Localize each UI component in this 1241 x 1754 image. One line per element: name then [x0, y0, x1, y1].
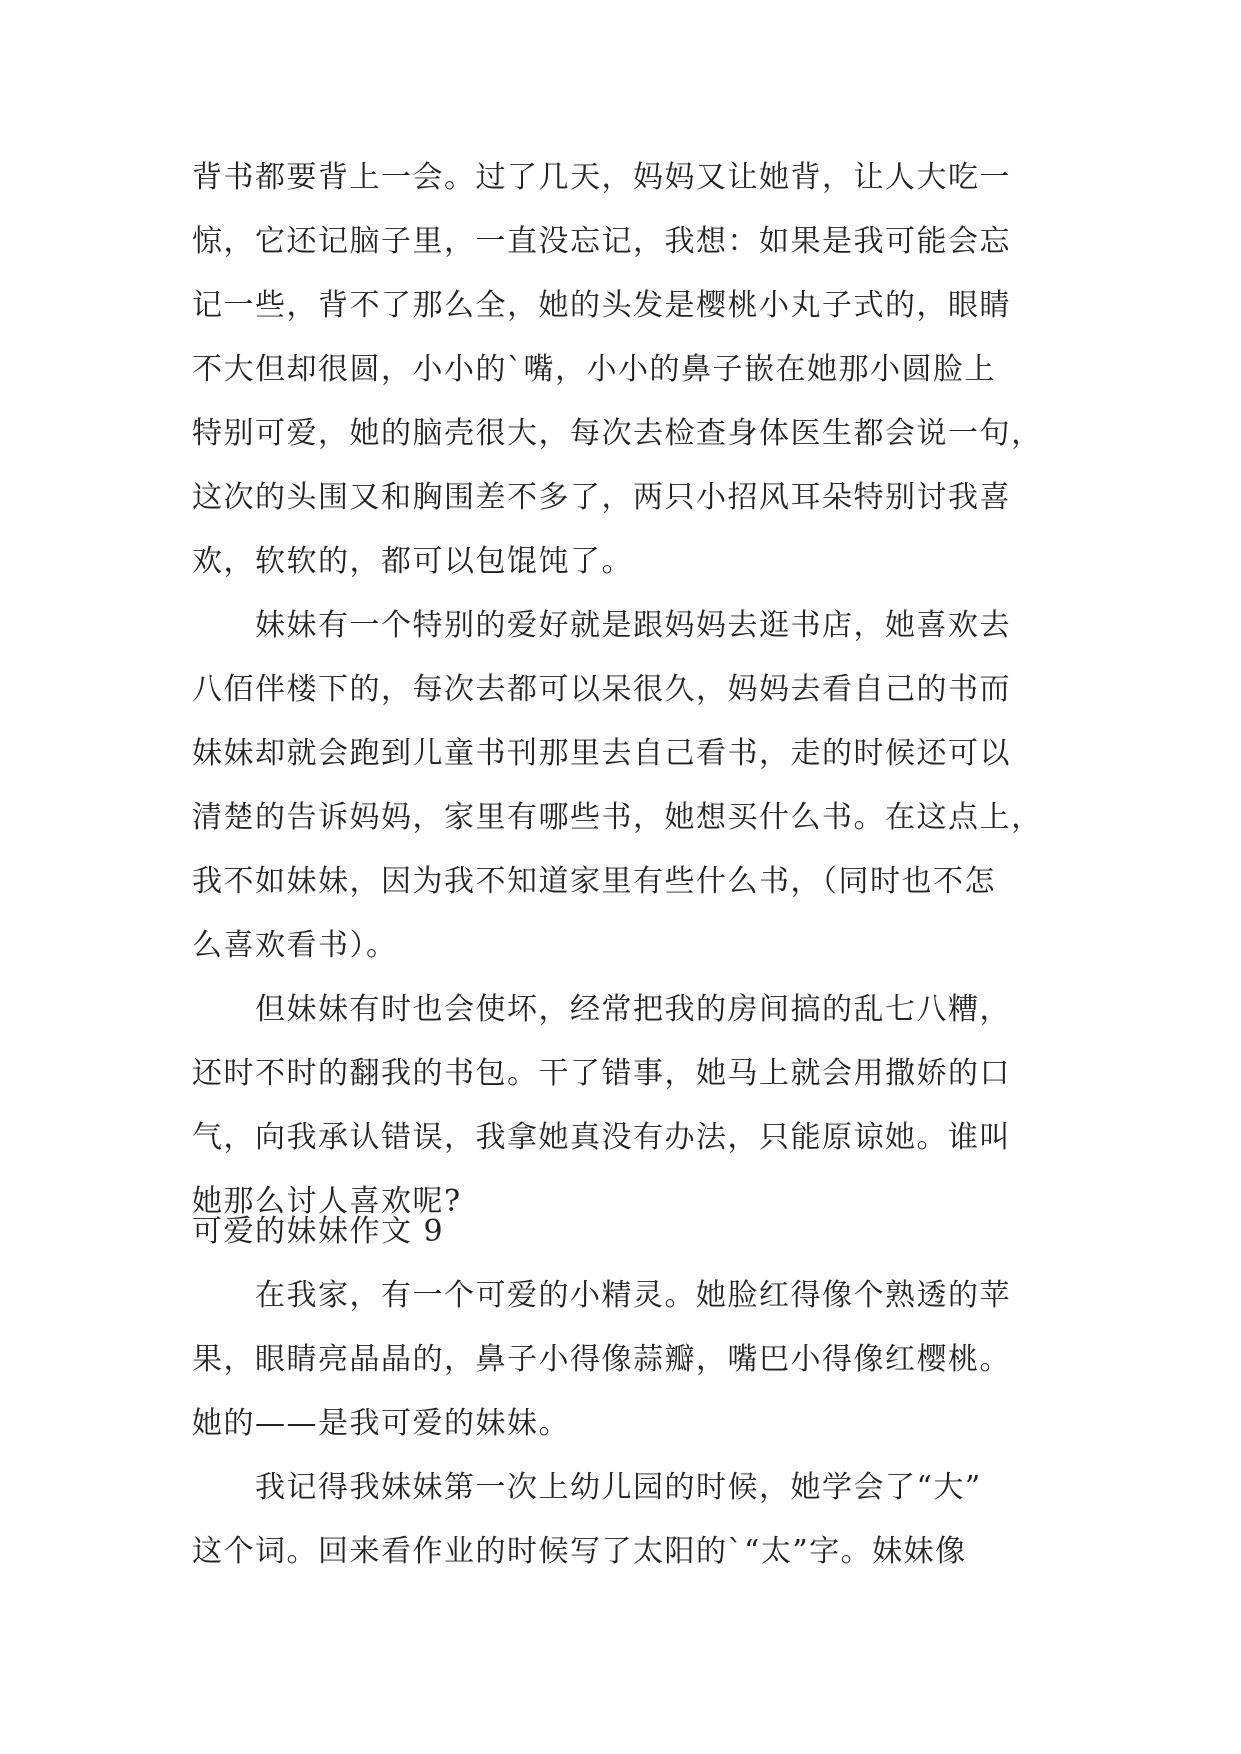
- essay-title: 可爱的妹妹作文 9: [192, 1214, 445, 1249]
- essay-body-part-1: [192, 146, 1062, 1234]
- text-line: 这个词。回来看作业的时候写了太阳的`“太”字。妹妹像: [192, 1534, 967, 1569]
- text-line: 气，向我承认错误，我拿她真没有办法，只能原谅她。谁叫: [192, 1120, 1011, 1155]
- text-line: 还时不时的翻我的书包。干了错事，她马上就会用撒娇的口: [192, 1056, 1011, 1091]
- text-line: 么喜欢看书）。: [192, 928, 398, 963]
- text-line: 她那么讨人喜欢呢?: [192, 1184, 462, 1219]
- text-line: 我记得我妹妹第一次上幼儿园的时候，她学会了“大”: [192, 1470, 982, 1505]
- text-line: 欢，软软的，都可以包馄饨了。: [192, 544, 633, 579]
- text-line: 在我家，有一个可爱的小精灵。她脸红得像个熟透的苹: [192, 1278, 1011, 1313]
- text-line: 不大但却很圆，小小的`嘴，小小的鼻子嵌在她那小圆脸上: [192, 352, 996, 387]
- text-line: 她的——是我可爱的妹妹。: [192, 1406, 570, 1441]
- text-line: 这次的头围又和胸围差不多了，两只小招风耳朵特别讨我喜: [192, 480, 1011, 515]
- text-line: 清楚的告诉妈妈，家里有哪些书，她想买什么书。在这点上，: [192, 800, 1043, 835]
- text-line: 特别可爱，她的脑壳很大，每次去检查身体医生都会说一句，: [192, 416, 1043, 451]
- text-line: 妹妹却就会跑到儿童书刊那里去自己看书，走的时候还可以: [192, 736, 1011, 771]
- text-line: 惊，它还记脑子里，一直没忘记，我想：如果是我可能会忘: [192, 224, 1011, 259]
- text-line: 我不如妹妹，因为我不知道家里有些什么书，（同时也不怎: [192, 864, 996, 899]
- essay-section-9: [192, 1200, 1062, 1584]
- text-line: 背书都要背上一会。过了几天，妈妈又让她背，让人大吃一: [192, 160, 1011, 195]
- text-line: 但妹妹有时也会使坏，经常把我的房间搞的乱七八糟，: [192, 992, 1011, 1027]
- text-line: 果，眼睛亮晶晶的，鼻子小得像蒜瓣，嘴巴小得像红樱桃。: [192, 1342, 1011, 1377]
- text-line: 记一些，背不了那么全，她的头发是樱桃小丸子式的，眼睛: [192, 288, 1011, 323]
- text-line: 八佰伴楼下的，每次去都可以呆很久，妈妈去看自己的书而: [192, 672, 1011, 707]
- text-line: 妹妹有一个特别的爱好就是跟妈妈去逛书店，她喜欢去: [192, 608, 1011, 643]
